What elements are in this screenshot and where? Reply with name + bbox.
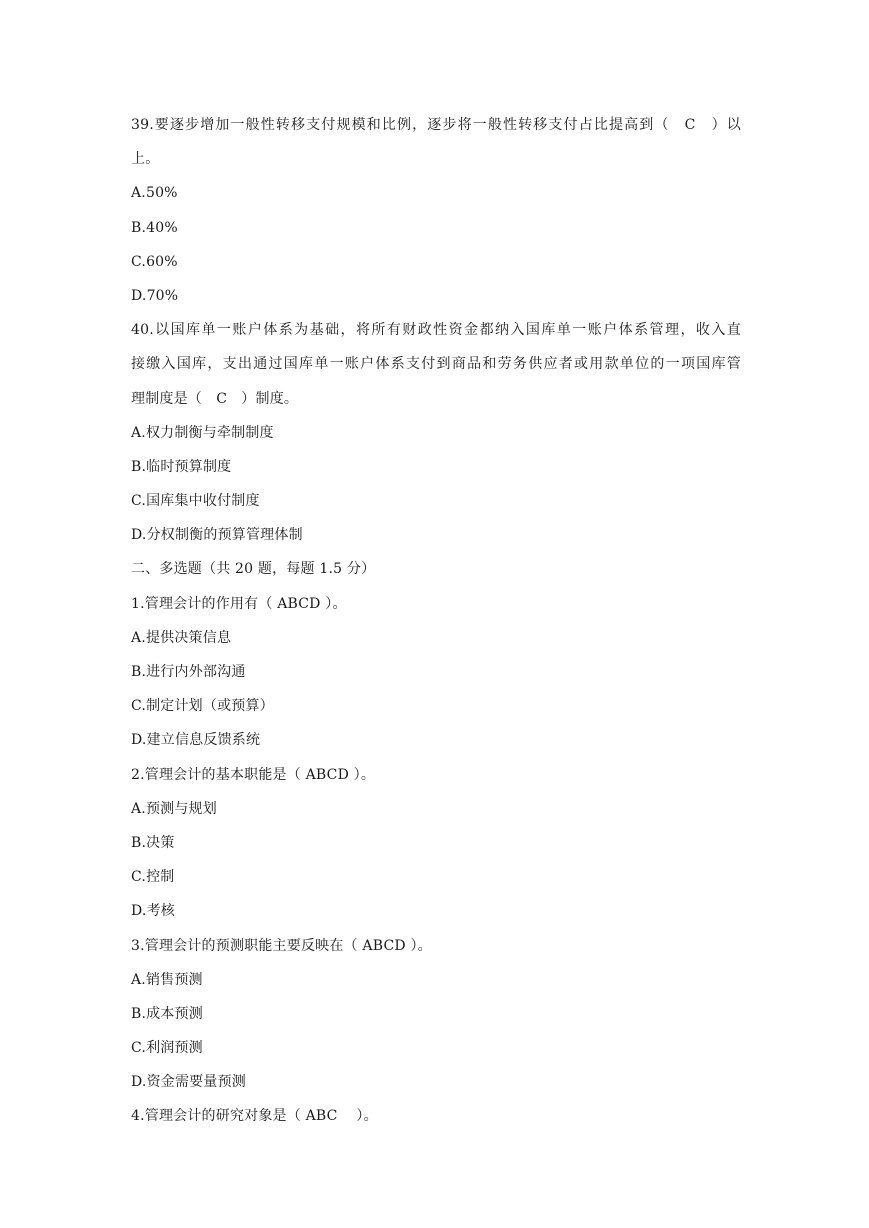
multi-question-3-option-b: B.成本预测 [131, 1005, 203, 1022]
multi-question-2-stem: 2.管理会计的基本职能是（ ABCD ）。 [131, 766, 376, 783]
question-39-line-2: 上。 [131, 151, 160, 168]
multi-question-3-option-a: A.销售预测 [131, 971, 203, 988]
multi-question-1-option-a: A.提供决策信息 [131, 629, 232, 646]
multi-question-2-option-c: C.控制 [131, 869, 175, 886]
multi-question-2-option-b: B.决策 [131, 834, 175, 851]
multi-question-1-stem: 1.管理会计的作用有（ ABCD ）。 [131, 595, 347, 612]
question-40-option-b: B.临时预算制度 [131, 458, 232, 475]
multi-question-1-option-c: C.制定计划（或预算） [131, 698, 274, 715]
question-40-line-3: 理制度是（ C ）制度。 [131, 390, 299, 407]
multi-question-2-option-d: D.考核 [131, 903, 175, 920]
multi-question-2-option-a: A.预测与规划 [131, 800, 217, 817]
section-heading-multi-choice: 二、多选题（共 20 题，每题 1.5 分） [131, 561, 376, 578]
question-39-line-1: 39.要逐步增加一般性转移支付规模和比例，逐步将一般性转移支付占比提高到（ C ）以 [131, 117, 741, 133]
document-content [131, 108, 741, 1134]
question-39-option-b: B.40% [131, 219, 178, 236]
multi-question-1-option-b: B.进行内外部沟通 [131, 664, 246, 680]
question-40-option-a: A.权力制衡与牵制制度 [131, 424, 274, 441]
question-40-line-2: 接缴入国库，支出通过国库单一账户体系支付到商品和劳务供应者或用款单位的一项国库管 [131, 356, 741, 373]
question-39-option-c: C.60% [131, 253, 178, 270]
question-40-option-c: C.国库集中收付制度 [131, 493, 260, 510]
question-40-option-d: D.分权制衡的预算管理体制 [131, 527, 303, 544]
multi-question-4-stem: 4.管理会计的研究对象是（ ABC ）。 [131, 1108, 378, 1125]
question-39-option-d: D.70% [131, 287, 179, 304]
question-40-line-1: 40.以国库单一账户体系为基础，将所有财政性资金都纳入国库单一账户体系管理，收入直 [131, 322, 741, 339]
multi-question-3-option-c: C.利润预测 [131, 1040, 203, 1057]
multi-question-3-stem: 3.管理会计的预测职能主要反映在（ ABCD ）。 [131, 937, 432, 954]
question-39-option-a: A.50% [131, 185, 178, 202]
multi-question-3-option-d: D.资金需要量预测 [131, 1074, 246, 1091]
multi-question-1-option-d: D.建立信息反馈系统 [131, 732, 261, 749]
